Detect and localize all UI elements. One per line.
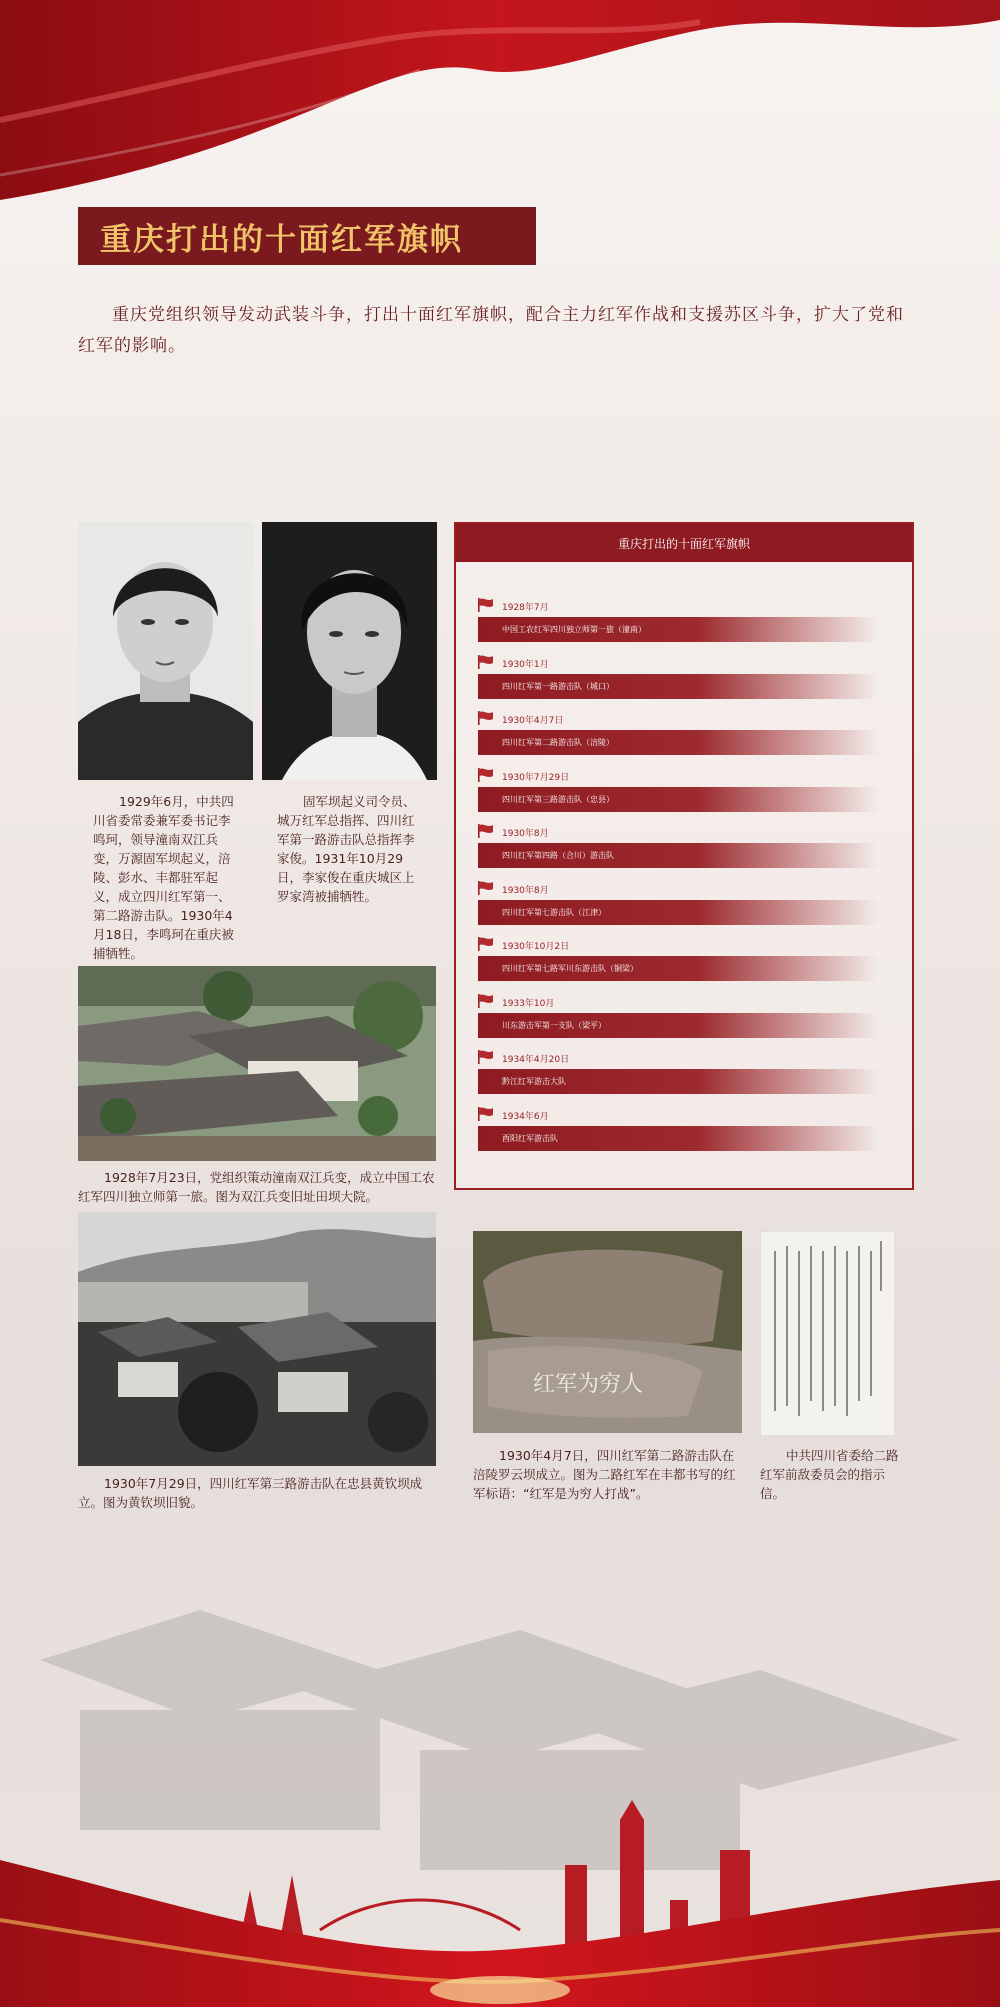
- timeline-unit-name: 四川红军第七游击队（江津）: [478, 900, 878, 925]
- flag-icon: [478, 881, 494, 895]
- flag-icon: [478, 824, 494, 838]
- timeline-unit-name: 四川红军第一路游击队（城口）: [478, 674, 878, 699]
- caption-li-jiajun: 固军坝起义司令员、城万红军总指挥、四川红军第一路游击队总指挥李家俊。1931年10月29日，李家俊在重庆城区上罗家湾被捕牺牲。: [277, 794, 416, 904]
- portrait-li-jiajun: [262, 522, 437, 780]
- flag-icon: [478, 1050, 494, 1064]
- flag-icon: [478, 1107, 494, 1121]
- intro-paragraph: 重庆党组织领导发动武装斗争，打出十面红军旗帜，配合主力红军作战和支援苏区斗争，扩大了党和红军的影响。: [78, 305, 904, 356]
- timeline-item: [478, 881, 908, 927]
- photo-rock-slogan: [473, 1231, 742, 1433]
- timeline-unit-name: 四川红军第四路（合川）游击队: [478, 843, 878, 868]
- timeline-panel-title: 重庆打出的十面红军旗帜: [456, 524, 912, 562]
- timeline-unit-name: 中国工农红军四川独立师第一旅（潼南）: [478, 617, 878, 642]
- timeline-unit-name: 四川红军第三路游击队（忠县）: [478, 787, 878, 812]
- timeline-date: 1930年7月29日: [502, 772, 570, 783]
- timeline-date: 1934年6月: [502, 1111, 549, 1122]
- timeline-date: 1928年7月: [502, 603, 549, 613]
- flag-icon: [478, 937, 494, 951]
- caption-letter: 中共四川省委给二路红军前敌委员会的指示信。: [760, 1448, 899, 1501]
- timeline-date: 1930年10月2日: [502, 942, 570, 952]
- photo-huangqinba: [78, 1212, 436, 1466]
- timeline-unit-name: 四川红军第七路军川东游击队（铜梁）: [478, 956, 878, 981]
- timeline-unit-name: 黔江红军游击大队: [478, 1069, 878, 1094]
- timeline-item: [478, 768, 908, 814]
- page-title: 重庆打出的十面红军旗帜: [100, 221, 463, 258]
- bottom-cityscape-decoration: [0, 1520, 1000, 2007]
- flag-icon: [478, 768, 494, 782]
- caption-li-minghe: 1929年6月，中共四川省委常委兼军委书记李鸣珂，领导潼南双江兵变，万源固军坝起义，涪陵、彭水、丰都驻军起义，成立四川红军第一、第二路游击队。1930年4月18日，李鸣珂在重庆被捕牺牲。: [93, 794, 234, 961]
- timeline-item: [478, 1107, 908, 1153]
- timeline-date: 1930年8月: [502, 885, 549, 896]
- timeline-item: [478, 655, 908, 701]
- timeline-date: 1930年8月: [502, 829, 549, 839]
- photo-shuangjiang-courtyard: [78, 966, 436, 1161]
- timeline-item: [478, 711, 908, 757]
- caption-huangqinba: 1930年7月29日，四川红军第三路游击队在忠县黄钦坝成立。图为黄钦坝旧貌。: [78, 1476, 423, 1510]
- timeline-unit-name: 四川红军第二路游击队（涪陵）: [478, 730, 878, 755]
- timeline-date: 1930年1月: [502, 659, 549, 670]
- top-red-wave-decoration: [0, 0, 1000, 210]
- timeline-item: [478, 994, 908, 1040]
- timeline-item: [478, 1050, 908, 1096]
- timeline-item: [478, 598, 908, 644]
- timeline-date: 1934年4月20日: [502, 1055, 570, 1065]
- timeline-date: 1933年10月: [502, 998, 555, 1009]
- photo-instruction-letter: [760, 1231, 895, 1436]
- flag-icon: [478, 994, 494, 1008]
- caption-rock: 1930年4月7日，四川红军第二路游击队在涪陵罗云坝成立。图为二路红军在丰都书写的红军标语：“红军是为穷人打战”。: [473, 1448, 736, 1501]
- timeline-item: [478, 937, 908, 983]
- timeline-unit-name: 酉阳红军游击队: [478, 1126, 878, 1151]
- timeline-unit-name: 川东游击军第一支队（梁平）: [478, 1013, 878, 1038]
- portrait-li-minghe: [78, 522, 253, 780]
- flag-icon: [478, 655, 494, 669]
- timeline-item: [478, 824, 908, 870]
- flag-icon: [478, 711, 494, 725]
- title-banner: [78, 207, 536, 265]
- timeline-date: 1930年4月7日: [502, 716, 564, 726]
- caption-shuangjiang: 1928年7月23日，党组织策动潼南双江兵变，成立中国工农红军四川独立师第一旅。图为双江兵变旧址田坝大院。: [78, 1170, 435, 1204]
- flag-icon: [478, 598, 494, 612]
- rock-slogan-calligraphy: 红军为穷人: [533, 1372, 644, 1397]
